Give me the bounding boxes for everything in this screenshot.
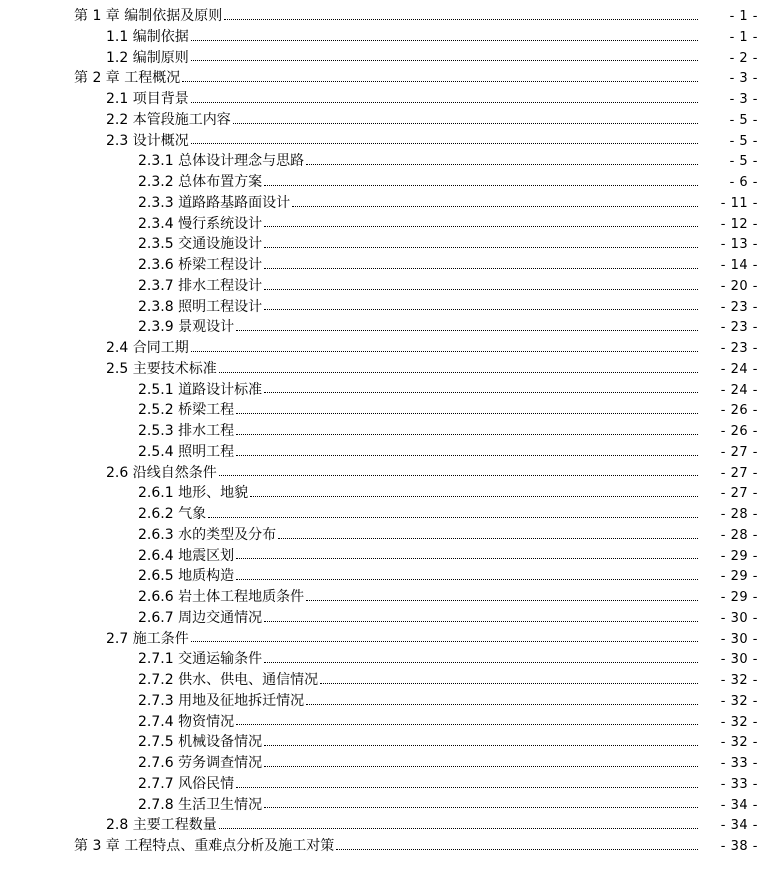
toc-page-number: - 33 - (720, 776, 758, 792)
toc-dot-leader (264, 289, 698, 290)
toc-page-number: - 24 - (720, 361, 758, 377)
toc-entry[interactable] (0, 48, 758, 69)
toc-entry[interactable] (0, 629, 758, 650)
toc-entry-title: 2.3.6 桥梁工程设计 (138, 257, 263, 273)
toc-page-number: - 2 - (729, 50, 758, 66)
toc-entry-title: 2.5.1 道路设计标准 (138, 381, 263, 398)
toc-dot-leader (236, 330, 698, 331)
toc-entry[interactable] (0, 234, 758, 255)
toc-dot-leader (264, 268, 698, 269)
toc-entry-title: 2.7.1 交通运输条件 (138, 651, 263, 668)
toc-page-number: - 30 - (720, 631, 758, 647)
toc-entry-title: 2.5.4 照明工程 (138, 443, 235, 460)
toc-entry[interactable] (0, 608, 758, 629)
toc-dot-leader (236, 787, 698, 788)
toc-dot-leader (264, 185, 698, 186)
toc-entry[interactable] (0, 795, 758, 816)
toc-entry-title: 2.7.7 风俗民情 (138, 775, 235, 792)
toc-dot-leader (292, 206, 698, 207)
toc-entry[interactable] (0, 89, 758, 110)
toc-entry-title: 2.6.1 地形、地貌 (138, 485, 249, 502)
toc-dot-leader (236, 455, 698, 456)
toc-page-number: - 5 - (729, 133, 758, 149)
toc-dot-leader (182, 81, 698, 82)
toc-page-number: - 20 - (720, 278, 758, 294)
toc-dot-leader (191, 143, 698, 144)
toc-entry-title: 2.8 主要工程数量 (106, 817, 217, 834)
toc-entry[interactable] (0, 483, 758, 504)
toc-entry[interactable] (0, 691, 758, 712)
toc-page-number: - 23 - (720, 320, 758, 336)
toc-entry[interactable] (0, 317, 758, 338)
toc-entry-title: 2.7.5 机械设备情况 (138, 734, 263, 751)
toc-entry-title: 2.3.8 照明工程设计 (138, 298, 263, 315)
toc-dot-leader (219, 475, 698, 476)
toc-entry[interactable] (0, 421, 758, 442)
toc-entry-title: 2.6.4 地震区划 (138, 547, 235, 564)
toc-dot-leader (191, 351, 698, 352)
toc-dot-leader (219, 372, 698, 373)
toc-dot-leader (264, 309, 698, 310)
toc-dot-leader (306, 164, 698, 165)
toc-page-number: - 1 - (729, 29, 758, 45)
toc-page-number: - 32 - (720, 735, 758, 751)
toc-dot-leader (264, 621, 698, 622)
toc-entry-title: 2.7 施工条件 (106, 630, 189, 647)
toc-entry[interactable] (0, 27, 758, 48)
toc-entry[interactable] (0, 172, 758, 193)
toc-entry-title: 2.7.6 劳务调查情况 (138, 755, 263, 771)
toc-entry[interactable] (0, 400, 758, 421)
toc-page-number: - 27 - (720, 465, 758, 481)
toc-entry-title: 1.2 编制原则 (106, 49, 189, 66)
toc-entry-title: 2.5.2 桥梁工程 (138, 402, 235, 419)
toc-entry[interactable] (0, 753, 758, 774)
toc-page-number: - 27 - (720, 444, 758, 460)
toc-dot-leader (306, 704, 698, 705)
toc-page-number: - 27 - (720, 486, 758, 502)
toc-page-number: - 14 - (720, 258, 758, 273)
toc-entry[interactable] (0, 380, 758, 401)
toc-dot-leader (191, 40, 698, 41)
toc-dot-leader (191, 102, 698, 103)
toc-entry-title: 第 1 章 编制依据及原则 (74, 8, 223, 24)
toc-page-number: - 32 - (720, 693, 758, 709)
toc-entry-title: 2.3.1 总体设计理念与思路 (138, 153, 305, 170)
toc-dot-leader (236, 724, 698, 725)
toc-entry[interactable] (0, 732, 758, 753)
toc-dot-leader (236, 434, 698, 435)
toc-entry[interactable] (0, 525, 758, 546)
toc-entry[interactable] (0, 193, 758, 214)
toc-page-number: - 12 - (720, 216, 758, 232)
toc-entry[interactable] (0, 463, 758, 484)
toc-entry-title: 2.6.6 岩土体工程地质条件 (138, 589, 305, 605)
toc-page-number: - 29 - (720, 569, 758, 585)
toc-entry[interactable] (0, 712, 758, 733)
toc-page-number: - 23 - (720, 299, 758, 315)
toc-entry[interactable] (0, 151, 758, 172)
toc-entry-title: 2.5.3 排水工程 (138, 423, 235, 439)
toc-entry[interactable] (0, 297, 758, 318)
toc-dot-leader (264, 392, 698, 393)
toc-page-number: - 28 - (720, 507, 758, 522)
toc-dot-leader (264, 807, 698, 808)
toc-entry-title: 2.7.8 生活卫生情况 (138, 796, 263, 813)
toc-entry-title: 2.6.7 周边交通情况 (138, 609, 263, 626)
toc-entry-title: 2.3.7 排水工程设计 (138, 277, 263, 294)
toc-page-number: - 38 - (720, 839, 758, 854)
toc-entry-title: 2.3 设计概况 (106, 132, 189, 149)
toc-dot-leader (336, 849, 698, 850)
toc-page-number: - 32 - (720, 673, 758, 688)
toc-entry-title: 2.7.3 用地及征地拆迁情况 (138, 692, 305, 709)
toc-entry-title: 2.3.5 交通设施设计 (138, 236, 263, 253)
toc-page-number: - 5 - (729, 154, 758, 170)
toc-page-number: - 29 - (720, 548, 758, 564)
toc-page-number: - 26 - (720, 424, 758, 439)
toc-entry[interactable] (0, 836, 758, 857)
toc-dot-leader (264, 662, 698, 663)
toc-dot-leader (191, 641, 698, 642)
toc-dot-leader (236, 558, 698, 559)
toc-entry-title: 2.6.2 气象 (138, 506, 207, 522)
toc-entry-title: 2.7.4 物资情况 (138, 713, 235, 730)
toc-dot-leader (191, 60, 698, 61)
toc-entry[interactable] (0, 255, 758, 276)
toc-page-number: - 3 - (729, 92, 758, 107)
toc-entry[interactable] (0, 587, 758, 608)
toc-entry[interactable] (0, 131, 758, 152)
toc-page-number: - 5 - (729, 112, 758, 128)
toc-entry-title: 1.1 编制依据 (106, 28, 189, 45)
toc-entry[interactable] (0, 276, 758, 297)
toc-entry[interactable] (0, 442, 758, 463)
toc-page-number: - 24 - (720, 382, 758, 398)
toc-entry-title: 2.2 本管段施工内容 (106, 111, 231, 128)
toc-entry[interactable] (0, 815, 758, 836)
toc-entry-title: 2.7.2 供水、供电、通信情况 (138, 672, 319, 688)
toc-page-number: - 30 - (720, 652, 758, 668)
toc-entry-title: 2.6.3 水的类型及分布 (138, 526, 277, 543)
toc-entry-title: 2.3.3 道路路基路面设计 (138, 194, 291, 211)
toc-entry[interactable] (0, 504, 758, 525)
toc-page-number: - 33 - (720, 756, 758, 771)
toc-page-number: - 13 - (720, 237, 758, 253)
toc-page-number: - 23 - (720, 341, 758, 356)
toc-page-number: - 28 - (720, 527, 758, 543)
toc-entry[interactable] (0, 359, 758, 380)
toc-page-number: - 1 - (729, 9, 758, 24)
toc-dot-leader (208, 517, 698, 518)
toc-entry-title: 2.3.2 总体布置方案 (138, 174, 263, 190)
toc-page-number: - 3 - (729, 71, 758, 87)
toc-page-number: - 34 - (720, 818, 758, 834)
toc-entry-title: 第 3 章 工程特点、重难点分析及施工对策 (74, 838, 335, 854)
toc-dot-leader (233, 123, 698, 124)
toc-dot-leader (264, 247, 698, 248)
toc-entry-title: 第 2 章 工程概况 (74, 70, 181, 87)
table-of-contents (0, 6, 758, 857)
toc-entry-title: 2.3.9 景观设计 (138, 319, 235, 336)
toc-entry[interactable] (0, 649, 758, 670)
toc-dot-leader (306, 600, 698, 601)
toc-entry-title: 2.3.4 慢行系统设计 (138, 215, 263, 232)
toc-dot-leader (250, 496, 698, 497)
toc-entry-title: 2.6.5 地质构造 (138, 568, 235, 585)
toc-entry[interactable] (0, 110, 758, 131)
toc-page-number: - 11 - (720, 195, 758, 211)
toc-dot-leader (236, 413, 698, 414)
toc-dot-leader (224, 19, 698, 20)
toc-dot-leader (264, 226, 698, 227)
toc-dot-leader (219, 828, 698, 829)
toc-page-number: - 29 - (720, 590, 758, 605)
toc-entry[interactable] (0, 338, 758, 359)
toc-dot-leader (278, 538, 698, 539)
toc-dot-leader (320, 683, 698, 684)
toc-entry[interactable] (0, 6, 758, 27)
toc-page-number: - 30 - (720, 610, 758, 626)
toc-entry[interactable] (0, 774, 758, 795)
toc-entry[interactable] (0, 546, 758, 567)
toc-entry[interactable] (0, 566, 758, 587)
toc-page-number: - 6 - (729, 175, 758, 190)
toc-entry-title: 2.5 主要技术标准 (106, 360, 217, 377)
toc-entry-title: 2.1 项目背景 (106, 91, 189, 107)
toc-page-number: - 34 - (720, 797, 758, 813)
toc-dot-leader (264, 745, 698, 746)
toc-page-number: - 26 - (720, 403, 758, 419)
toc-entry-title: 2.4 合同工期 (106, 340, 189, 356)
toc-entry[interactable] (0, 214, 758, 235)
toc-entry-title: 2.6 沿线自然条件 (106, 464, 217, 481)
toc-page-number: - 32 - (720, 714, 758, 730)
toc-dot-leader (236, 579, 698, 580)
toc-entry[interactable] (0, 670, 758, 691)
toc-dot-leader (264, 766, 698, 767)
toc-entry[interactable] (0, 68, 758, 89)
